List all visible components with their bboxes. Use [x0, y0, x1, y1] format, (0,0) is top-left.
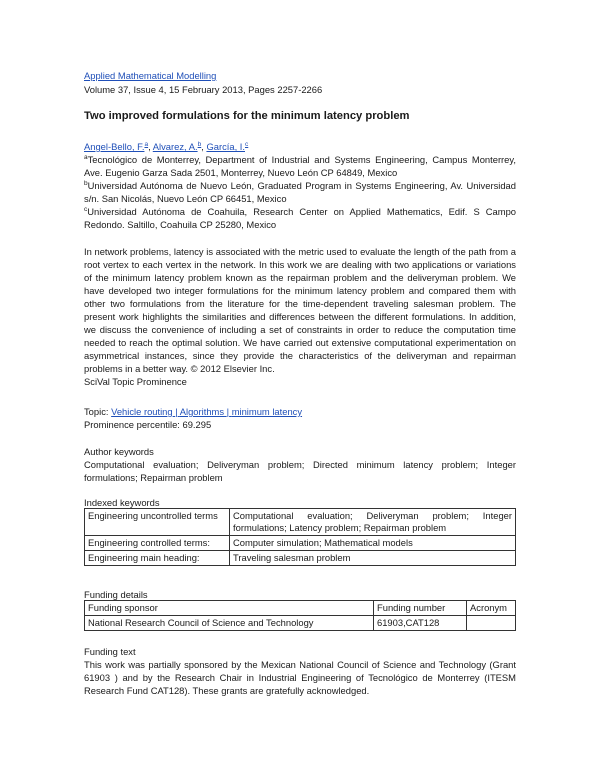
author-keywords-heading: Author keywords: [84, 446, 154, 457]
table-header-row: [85, 601, 516, 616]
affiliation-sup: c: [84, 205, 88, 213]
indexed-keywords-table: [84, 508, 516, 566]
topic-separator: |: [226, 406, 230, 417]
funding-details-heading: Funding details: [84, 589, 148, 600]
column-header: Acronym: [467, 601, 516, 616]
affiliations: [84, 153, 516, 231]
volume-info: Volume 37, Issue 4, 15 February 2013, Pages 2257-2266: [84, 84, 323, 95]
article-title: Two improved formulations for the minimum latency problem: [84, 110, 410, 122]
table-row: [85, 551, 516, 566]
journal-link-text[interactable]: Applied Mathematical Modelling: [84, 70, 217, 81]
abstract: [84, 245, 516, 388]
topic-line: [84, 405, 516, 418]
funding-details-table: [84, 600, 516, 631]
affiliation-sup: a: [84, 153, 88, 161]
affiliation-text: Universidad Autónoma de Coahuila, Research Center on Applied Mathematics, Edif. S Campo Redondo. Saltillo, Coahuila CP 25280, Mexico: [84, 206, 516, 230]
affiliation-sup: b: [84, 179, 88, 187]
author-affiliation-sup[interactable]: c: [245, 140, 249, 148]
funding-text: This work was partially sponsored by the Mexican National Council of Science and Technology (Grant 61903 ) and by the Research Chair in Industrial Engineering of Tecnológico de Monterrey (ITESM Research Fund CAT128). These grants are gratefully acknowledged.: [84, 659, 516, 696]
author-list: Angel-Bello, F.$^a$, Alvarez, A.$^b$, García, I.$^c$: [84, 140, 249, 152]
author-link[interactable]: García, I.: [206, 141, 245, 152]
keyword-type: Engineering controlled terms:: [85, 536, 230, 551]
keyword-values: Computer simulation; Mathematical models: [230, 536, 516, 551]
table-row: [85, 616, 516, 631]
topic-separator: |: [175, 406, 178, 417]
topic-link-minimum-latency[interactable]: minimum latency: [231, 406, 303, 417]
affiliation-text: Tecnológico de Monterrey, Department of Industrial and Systems Engineering, Campus Monterrey, Ave. Eugenio Garza Sada 2501, Monterrey, Nuevo León CP 64849, Mexico: [84, 154, 516, 178]
affiliation-text: Universidad Autónoma de Nuevo León, Graduated Program in Systems Engineering, Av. Universidad s/n. San Nicolás, Nuevo León CP 66451, Mexico: [84, 180, 516, 204]
indexed-keywords-heading: Indexed keywords: [84, 497, 160, 508]
topic-link-vehicle-routing[interactable]: Vehicle routing: [111, 406, 173, 417]
topic-label: Topic:: [84, 406, 109, 417]
funding-text-heading: Funding text: [84, 646, 136, 657]
column-header: Funding number: [374, 601, 467, 616]
keyword-values: Computational evaluation; Deliveryman problem; Integer formulations; Latency problem; Repairman problem: [230, 509, 516, 536]
keyword-values: Traveling salesman problem: [230, 551, 516, 566]
affiliation-item: [84, 153, 516, 179]
keyword-type: Engineering main heading:: [85, 551, 230, 566]
keyword-type: Engineering uncontrolled terms: [85, 509, 230, 536]
author-link[interactable]: Alvarez, A.: [152, 141, 198, 152]
table-row: [85, 536, 516, 551]
affiliation-item: [84, 205, 516, 231]
abstract-text: In network problems, latency is associated with the metric used to evaluate the length of the path from a root vertex to each vertex in the network. In this work we are dealing with two applications or variations of the minimum latency problem known as the repairman problem and the deliveryman problem. We have developed two integer formulations for the minimum latency problem and compared them with other two formulations from the literature for the time-dependent traveling salesman problem. The present work highlights the similarities and differences between the different formulations. In addition, we discuss the convenience of including a set of constraints in order to reduce the computation time needed to reach the optimal solution. We have carried out extensive computational experimentation on asymmetrical instances, since they provide the characteristics of the deliveryman and repairman problems in a better way. © 2012 Elsevier Inc.: [84, 246, 516, 374]
funding-sponsor-cell: National Research Council of Science and Technology: [85, 616, 374, 631]
prominence-percentile: Prominence percentile: 69.295: [84, 419, 212, 430]
scival-label: SciVal Topic Prominence: [84, 376, 187, 387]
author-keywords-text: Computational evaluation; Deliveryman problem; Directed minimum latency problem; Integer formulations; Repairman problem: [84, 459, 516, 483]
affiliation-item: [84, 179, 516, 205]
table-row: [85, 509, 516, 536]
author-affiliation-sup[interactable]: b: [197, 140, 202, 148]
author-link[interactable]: Angel-Bello, F.: [84, 141, 145, 152]
acronym-cell: [467, 616, 516, 631]
topic-link-algorithms[interactable]: Algorithms: [179, 406, 225, 417]
journal-name-link[interactable]: [84, 69, 516, 82]
column-header: Funding sponsor: [85, 601, 374, 616]
author-affiliation-sup[interactable]: a: [144, 140, 149, 148]
funding-number-cell: 61903,CAT128: [374, 616, 467, 631]
